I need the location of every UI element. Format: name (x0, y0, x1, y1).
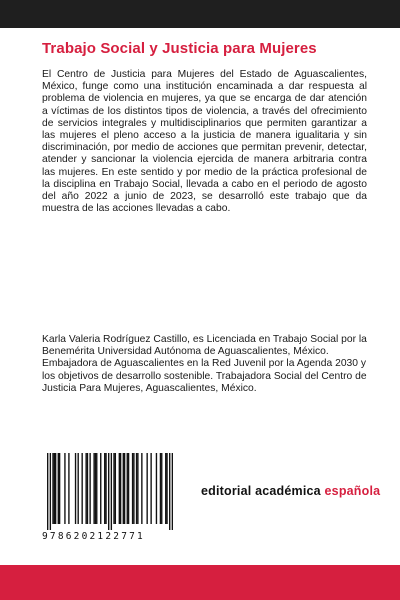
barcode-bar (166, 453, 167, 524)
barcode-bar (132, 453, 133, 524)
barcode-bar (160, 453, 161, 524)
barcode-bar (127, 453, 128, 524)
barcode-bar (58, 453, 59, 524)
barcode-bar (93, 453, 94, 524)
barcode-bar (50, 453, 51, 530)
barcode-bar (172, 453, 173, 530)
top-bar (0, 0, 400, 28)
barcode-bar (137, 453, 138, 524)
barcode-bar (123, 453, 124, 524)
barcode-bar (133, 453, 134, 524)
publisher-name (201, 484, 380, 498)
barcode-bar (85, 453, 86, 524)
barcode-bar (128, 453, 129, 524)
barcode-bar (68, 453, 69, 524)
barcode-bar (52, 453, 53, 524)
barcode-bar (124, 453, 125, 524)
author-bio: Karla Valeria Rodríguez Castillo, es Licenciada en Trabajo Social por la Benemérita Universidad Autónoma de Aguascalientes, México. Embajadora de Aguascalientes en la Red Juvenil por la Agenda 2030 y los objetivos de desarrollo sostenible. Trabajadora Social del Centro de Justicia Para Mujeres, Aguascalientes, México. (42, 334, 367, 394)
barcode-bar (81, 453, 82, 524)
barcode-bar (119, 453, 120, 524)
barcode-bar (89, 453, 90, 524)
barcode-bar (96, 453, 97, 524)
barcode-bar (136, 453, 137, 524)
barcode-bar (115, 453, 116, 524)
barcode-bar (165, 453, 166, 524)
barcode-bar (104, 453, 105, 524)
barcode-bar (169, 453, 170, 530)
barcode-bar (64, 453, 65, 524)
barcode-bars (47, 453, 173, 530)
barcode-bar (75, 453, 76, 524)
book-description: El Centro de Justicia para Mujeres del Estado de Aguascalientes, México, funge como una institución encaminada a dar respuesta al problema de violencia en mujeres, ya que se encarga de dar atención a víctimas de los distintos tipos de violencia, a través del ofrecimiento de servicios integrales y multidisciplinarios que permiten garantizar a las mujeres el pleno acceso a la justicia de manera igualitaria y sin discriminación, por medio de acciones que permitan prevenir, detectar, atender y sancionar la violencia ejercida de manera arbitraria contra las mujeres. En este sentido y por medio de la práctica profesional de la disciplina en Trabajo Social, llevada a cabo en el periodo de agosto del año 2022 a junio de 2023, se desarrolló este trabajo que da muestra de las acciones llevadas a cabo. (42, 69, 367, 215)
barcode-bar (55, 453, 56, 524)
barcode-bar (100, 453, 101, 524)
barcode-bar (105, 453, 106, 524)
barcode-bar (141, 453, 142, 524)
barcode-bar (150, 453, 151, 524)
barcode-bar (59, 453, 60, 524)
barcode-bar (161, 453, 162, 524)
barcode-bar (54, 453, 55, 524)
bottom-bar (0, 565, 400, 600)
barcode (32, 447, 182, 547)
publisher-main: editorial académica (201, 484, 321, 498)
barcode-bar (113, 453, 114, 524)
barcode-bar (108, 453, 109, 530)
publisher-accent: española (324, 484, 381, 498)
barcode-bar (146, 453, 147, 524)
barcode-bar (87, 453, 88, 524)
barcode-bar (78, 453, 79, 524)
barcode-bar (95, 453, 96, 524)
barcode-bar (47, 453, 48, 530)
barcode-bar (120, 453, 121, 524)
barcode-bar (156, 453, 157, 524)
barcode-bar (111, 453, 112, 530)
isbn-number: 9786202122771 (42, 531, 145, 542)
book-title: Trabajo Social y Justicia para Mujeres (42, 40, 317, 57)
